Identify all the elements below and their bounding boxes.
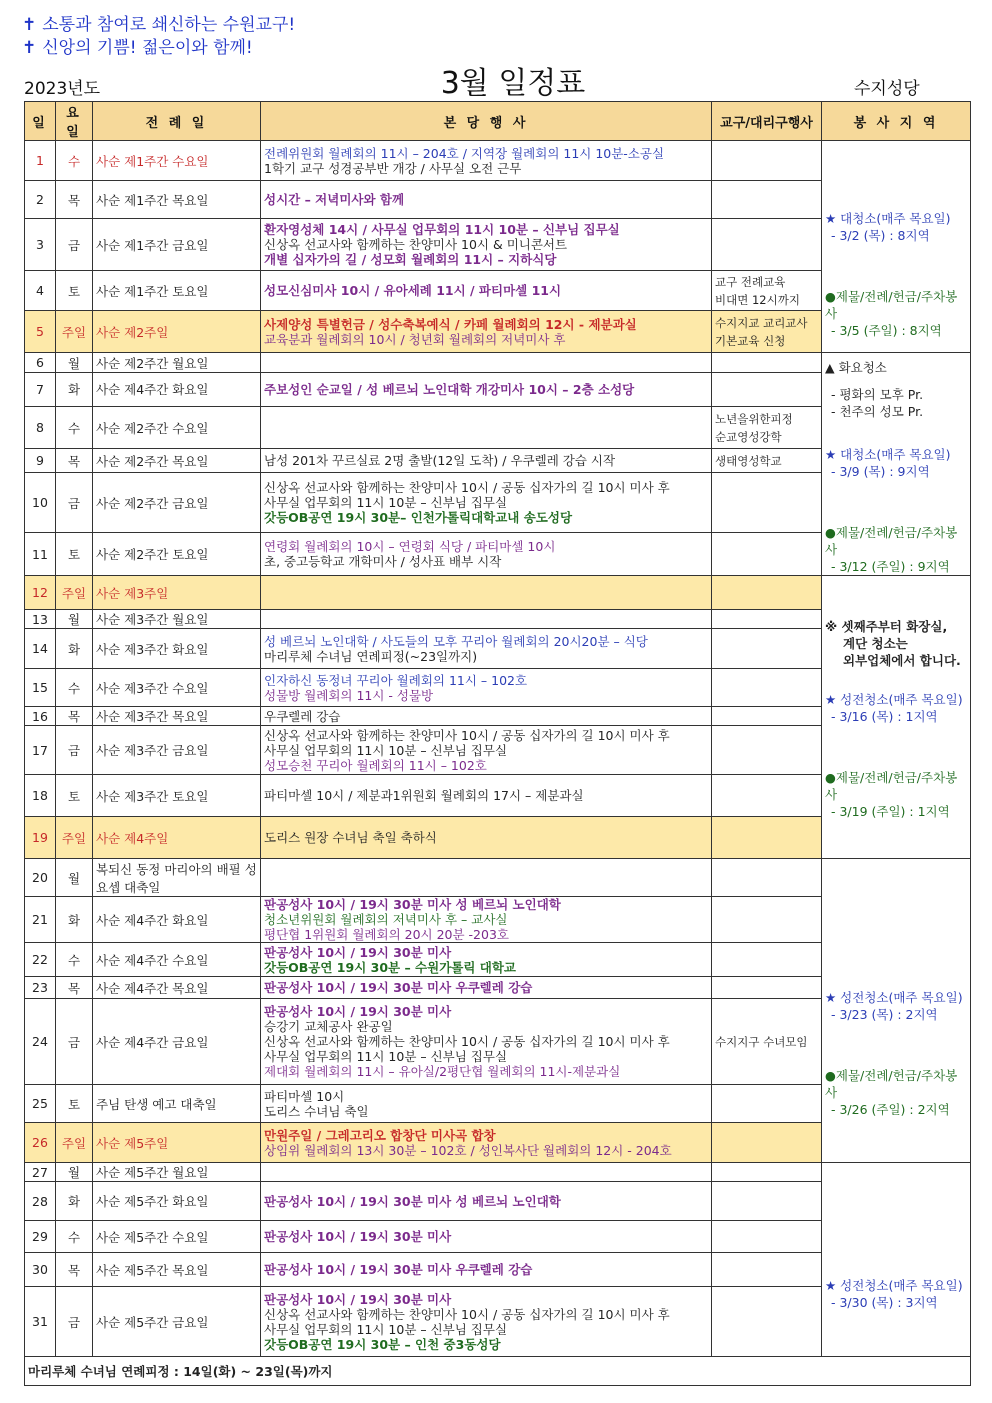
service-line: - 3/19 (주일) : 1지역 bbox=[831, 804, 950, 819]
parish-event-line: 판공성사 10시 / 19시 30분 미사 성 베르뇌 노인대학 bbox=[264, 897, 561, 912]
diocese-event-line: 노년을위한피정 bbox=[715, 411, 793, 426]
day-number: 20 bbox=[25, 859, 56, 897]
service-area-cell bbox=[822, 576, 971, 859]
table-row bbox=[25, 1163, 971, 1182]
diocese-events-cell bbox=[712, 610, 822, 629]
parish-event-line: 도리스 원장 수녀님 축일 축하식 bbox=[264, 830, 437, 845]
liturgy-day: 사순 제2주간 금요일 bbox=[93, 473, 261, 533]
parish-event-line: 판공성사 10시 / 19시 30분 미사 우쿠렐레 강습 bbox=[264, 1262, 533, 1277]
parish-events-cell bbox=[261, 1182, 712, 1221]
parish-event-line: 성물방 월례회의 11시 - 성물방 bbox=[264, 687, 434, 703]
diocese-events-cell bbox=[712, 1287, 822, 1357]
liturgy-day: 사순 제5주간 월요일 bbox=[93, 1163, 261, 1182]
service-line: - 3/23 (목) : 2지역 bbox=[831, 1007, 938, 1022]
liturgy-day: 사순 제3주간 화요일 bbox=[93, 629, 261, 669]
diocese-event-line: 수지지교 교리교사 bbox=[715, 315, 808, 330]
parish-events-cell bbox=[261, 311, 712, 353]
liturgy-day: 사순 제4주간 화요일 bbox=[93, 897, 261, 943]
day-number: 31 bbox=[25, 1287, 56, 1357]
day-number: 27 bbox=[25, 1163, 56, 1182]
weekday: 목 bbox=[56, 1253, 93, 1287]
parish-events-cell bbox=[261, 449, 712, 473]
day-number: 18 bbox=[25, 775, 56, 817]
service-area-content bbox=[825, 154, 967, 339]
day-number: 6 bbox=[25, 353, 56, 373]
parish-event-line: 만원주일 / 그레고리오 합창단 미사곡 합창 bbox=[264, 1127, 496, 1143]
parish-events-cell bbox=[261, 977, 712, 999]
service-line: - 3/26 (주일) : 2지역 bbox=[831, 1102, 950, 1117]
weekday: 토 bbox=[56, 271, 93, 311]
parish-event-line: 사제양성 특별헌금 / 성수축복예식 / 카페 월례회의 12시 - 제분과실 bbox=[264, 316, 637, 332]
weekday: 수 bbox=[56, 406, 93, 449]
parish-event-line: 판공성사 10시 / 19시 30분 미사 bbox=[264, 1004, 452, 1019]
liturgy-day: 사순 제4주일 bbox=[93, 817, 261, 859]
parish-events-cell bbox=[261, 373, 712, 406]
liturgy-day: 사순 제5주간 목요일 bbox=[93, 1253, 261, 1287]
col-header-day: 일 bbox=[25, 102, 56, 141]
day-number: 19 bbox=[25, 817, 56, 859]
day-number: 4 bbox=[25, 271, 56, 311]
diocese-events-cell bbox=[712, 629, 822, 669]
parish-events-cell bbox=[261, 897, 712, 943]
day-number: 7 bbox=[25, 373, 56, 406]
liturgy-day: 사순 제1주간 수요일 bbox=[93, 141, 261, 181]
parish-event-line: 환자영성체 14시 / 사무실 업무회의 11시 10분 – 신부님 집무실 bbox=[264, 222, 620, 237]
parish-events-cell bbox=[261, 775, 712, 817]
parish-event-line: 판공성사 10시 / 19시 30분 미사 bbox=[264, 1229, 452, 1244]
parish-event-line: 성 베르뇌 노인대학 / 사도들의 모후 꾸리아 월례회의 20시20분 – 식당 bbox=[264, 633, 648, 649]
cross-icon: ✝ bbox=[22, 15, 37, 35]
parish-event-line: 성모신심미사 10시 / 유아세례 11시 / 파티마셀 11시 bbox=[264, 283, 562, 298]
parish-event-line: 제대회 월례회의 11시 – 유아실/2평단협 월례회의 11시-제분과실 bbox=[264, 1064, 621, 1079]
weekday: 월 bbox=[56, 1163, 93, 1182]
weekday: 주일 bbox=[56, 1123, 93, 1163]
liturgy-day: 사순 제5주간 수요일 bbox=[93, 1221, 261, 1253]
parish-event-line: 주보성인 순교일 / 성 베르뇌 노인대학 개강미사 10시 – 2층 소성당 bbox=[264, 381, 635, 397]
parish-events-cell bbox=[261, 629, 712, 669]
weekday: 월 bbox=[56, 859, 93, 897]
cross-icon: ✝ bbox=[22, 38, 37, 58]
diocese-event-line: 기본교육 신청 bbox=[715, 333, 786, 348]
service-area-content bbox=[825, 614, 967, 820]
liturgy-day: 사순 제1주간 금요일 bbox=[93, 219, 261, 271]
diocese-event-line: 수지지구 수녀모임 bbox=[715, 1034, 808, 1049]
diocese-events-cell bbox=[712, 373, 822, 406]
liturgy-day: 사순 제2주간 월요일 bbox=[93, 353, 261, 373]
year-label: 2023년도 bbox=[24, 79, 101, 99]
service-area-content bbox=[825, 1209, 967, 1311]
weekday: 월 bbox=[56, 353, 93, 373]
day-number: 24 bbox=[25, 999, 56, 1085]
diocese-events-cell bbox=[712, 977, 822, 999]
service-line: 계단 청소는 bbox=[843, 636, 908, 651]
parish-event-line: 성모승천 꾸리아 월례회의 11시 – 102호 bbox=[264, 757, 487, 773]
day-number: 14 bbox=[25, 629, 56, 669]
day-number: 3 bbox=[25, 219, 56, 271]
weekday: 수 bbox=[56, 669, 93, 707]
parish-event-line: 신상옥 선교사와 함께하는 찬양미사 10시 / 공동 십자가의 길 10시 미사 후 bbox=[264, 1306, 670, 1322]
weekday: 금 bbox=[56, 219, 93, 271]
liturgy-day: 사순 제3주간 목요일 bbox=[93, 707, 261, 726]
weekday: 목 bbox=[56, 449, 93, 473]
parish-events-cell bbox=[261, 1221, 712, 1253]
diocese-events-cell bbox=[712, 775, 822, 817]
weekday: 토 bbox=[56, 775, 93, 817]
diocese-events-cell bbox=[712, 707, 822, 726]
liturgy-day: 복되신 동정 마리아의 배필 성 요셉 대축일 bbox=[93, 859, 261, 897]
weekday: 화 bbox=[56, 373, 93, 406]
liturgy-day: 사순 제1주간 목요일 bbox=[93, 181, 261, 219]
day-number: 15 bbox=[25, 669, 56, 707]
motto-line-2 bbox=[22, 37, 295, 60]
diocese-events-cell bbox=[712, 1253, 822, 1287]
parish-event-line: 사무실 업무회의 11시 10분 – 신부님 집무실 bbox=[264, 495, 508, 511]
diocese-events-cell bbox=[712, 897, 822, 943]
footer-note: 마리루체 수녀님 연례피정 : 14일(화) ~ 23일(목)까지 bbox=[25, 1357, 971, 1386]
liturgy-day: 사순 제4주간 금요일 bbox=[93, 999, 261, 1085]
motto-text-1: 소통과 참여로 쇄신하는 수원교구! bbox=[42, 15, 296, 35]
diocese-events-cell bbox=[712, 141, 822, 181]
parish-event-line: 파티마셀 10시 / 제분과1위원회 월례회의 17시 – 제분과실 bbox=[264, 788, 584, 803]
day-number: 9 bbox=[25, 449, 56, 473]
diocese-events-cell bbox=[712, 859, 822, 897]
motto-text-2: 신앙의 기쁨! 젊은이와 함께! bbox=[42, 38, 253, 58]
parish-event-line: 인자하신 동정녀 꾸리아 월례회의 11시 – 102호 bbox=[264, 672, 528, 688]
service-line: ★ 성전청소(매주 목요일) bbox=[825, 1277, 963, 1293]
diocese-events-cell bbox=[712, 999, 822, 1085]
service-line: ●제물/전례/헌금/주차봉사 bbox=[825, 1068, 958, 1100]
parish-event-line: 사무실 업무회의 11시 10분 – 신부님 집무실 bbox=[264, 742, 508, 758]
parish-event-line: 사무실 업무회의 11시 10분 – 신부님 집무실 bbox=[264, 1321, 508, 1337]
day-number: 23 bbox=[25, 977, 56, 999]
service-line: ●제물/전례/헌금/주차봉사 bbox=[825, 289, 958, 321]
service-area-cell bbox=[822, 1163, 971, 1357]
parish-events-cell bbox=[261, 726, 712, 775]
weekday: 주일 bbox=[56, 817, 93, 859]
day-number: 25 bbox=[25, 1085, 56, 1123]
liturgy-day: 사순 제2주일 bbox=[93, 311, 261, 353]
weekday: 화 bbox=[56, 897, 93, 943]
liturgy-day: 사순 제3주간 금요일 bbox=[93, 726, 261, 775]
parish-events-cell bbox=[261, 943, 712, 977]
diocese-events-cell bbox=[712, 669, 822, 707]
weekday: 화 bbox=[56, 629, 93, 669]
day-number: 11 bbox=[25, 533, 56, 576]
liturgy-day: 사순 제2주간 목요일 bbox=[93, 449, 261, 473]
weekday: 수 bbox=[56, 1221, 93, 1253]
service-line: - 3/2 (목) : 8지역 bbox=[831, 228, 930, 243]
liturgy-day: 사순 제4주간 화요일 bbox=[93, 373, 261, 406]
parish-event-line: 신상옥 선교사와 함께하는 찬양미사 10시 / 공동 십자가의 길 10시 미사 후 bbox=[264, 727, 670, 743]
service-area-cell bbox=[822, 859, 971, 1163]
liturgy-day: 사순 제4주간 수요일 bbox=[93, 943, 261, 977]
parish-event-line: 판공성사 10시 / 19시 30분 미사 성 베르뇌 노인대학 bbox=[264, 1193, 561, 1209]
parish-event-line: 판공성사 10시 / 19시 30분 미사 우쿠렐레 강습 bbox=[264, 980, 533, 995]
diocese-events-cell bbox=[712, 1182, 822, 1221]
parish-event-line: 승강기 교체공사 완공일 bbox=[264, 1019, 393, 1034]
liturgy-day: 사순 제3주간 월요일 bbox=[93, 610, 261, 629]
service-area-cell bbox=[822, 353, 971, 576]
liturgy-day: 사순 제3주간 수요일 bbox=[93, 669, 261, 707]
table-row bbox=[25, 576, 971, 610]
parish-event-line: 도리스 수녀님 축일 bbox=[264, 1103, 369, 1119]
service-line: ★ 대청소(매주 목요일) bbox=[825, 211, 951, 226]
liturgy-day: 사순 제1주간 토요일 bbox=[93, 271, 261, 311]
parish-event-line: 우쿠렐레 강습 bbox=[264, 708, 341, 724]
parish-events-cell bbox=[261, 669, 712, 707]
liturgy-day: 사순 제5주일 bbox=[93, 1123, 261, 1163]
service-line: - 3/9 (목) : 9지역 bbox=[831, 464, 930, 479]
weekday: 목 bbox=[56, 707, 93, 726]
parish-event-line: 파티마셀 10시 bbox=[264, 1088, 345, 1104]
parish-events-cell bbox=[261, 1085, 712, 1123]
weekday: 금 bbox=[56, 473, 93, 533]
liturgy-day: 사순 제3주간 토요일 bbox=[93, 775, 261, 817]
col-header-parish-events: 본 당 행 사 bbox=[261, 102, 712, 141]
service-line: ★ 성전청소(매주 목요일) bbox=[825, 990, 963, 1005]
liturgy-day: 사순 제2주간 수요일 bbox=[93, 406, 261, 449]
parish-events-cell bbox=[261, 1163, 712, 1182]
parish-event-line: 개별 십자가의 길 / 성모회 월례회의 11시 – 지하식당 bbox=[264, 252, 557, 267]
parish-events-cell bbox=[261, 1287, 712, 1357]
parish-event-line: 신상옥 선교사와 함께하는 찬양미사 10시 / 공동 십자가의 길 10시 미사 후 bbox=[264, 1034, 670, 1049]
table-row bbox=[25, 353, 971, 373]
diocese-events-cell bbox=[712, 181, 822, 219]
diocese-event-line: 비대면 12시까지 bbox=[715, 292, 800, 307]
diocese-events-cell bbox=[712, 943, 822, 977]
weekday: 목 bbox=[56, 181, 93, 219]
weekday: 금 bbox=[56, 999, 93, 1085]
parish-event-line: 갓등OB공연 19시 30분 – 인천 중3동성당 bbox=[264, 1336, 501, 1352]
weekday: 수 bbox=[56, 141, 93, 181]
table-row bbox=[25, 859, 971, 897]
diocese-events-cell bbox=[712, 1085, 822, 1123]
weekday: 목 bbox=[56, 977, 93, 999]
diocese-events-cell bbox=[712, 1123, 822, 1163]
day-number: 8 bbox=[25, 406, 56, 449]
parish-event-line: 전례위원회 월례회의 11시 – 204호 / 지역장 월례회의 11시 10분-소공실 bbox=[264, 145, 665, 161]
diocese-events-cell bbox=[712, 449, 822, 473]
diocese-events-cell bbox=[712, 271, 822, 311]
parish-events-cell bbox=[261, 576, 712, 610]
weekday: 주일 bbox=[56, 576, 93, 610]
weekday: 화 bbox=[56, 1182, 93, 1221]
diocese-events-cell bbox=[712, 473, 822, 533]
service-line: ※ 셋째주부터 화장실, bbox=[825, 619, 948, 634]
day-number: 10 bbox=[25, 473, 56, 533]
service-line: 외부업체에서 합니다. bbox=[843, 653, 961, 668]
table-header-row bbox=[25, 102, 971, 141]
parish-event-line: 남성 201차 꾸르실료 2명 출발(12일 도착) / 우쿠렐레 강습 시작 bbox=[264, 453, 616, 469]
day-number: 17 bbox=[25, 726, 56, 775]
liturgy-day: 사순 제5주간 화요일 bbox=[93, 1182, 261, 1221]
service-area-content bbox=[825, 903, 967, 1118]
day-number: 22 bbox=[25, 943, 56, 977]
parish-events-cell bbox=[261, 817, 712, 859]
parish-event-line: 신상옥 선교사와 함께하는 찬양미사 10시 & 미니콘서트 bbox=[264, 237, 568, 252]
day-number: 30 bbox=[25, 1253, 56, 1287]
diocese-events-cell bbox=[712, 533, 822, 576]
liturgy-day: 주님 탄생 예고 대축일 bbox=[93, 1085, 261, 1123]
parish-event-line: 초, 중고등학교 개학미사 / 성사표 배부 시작 bbox=[264, 554, 502, 570]
motto-block bbox=[22, 14, 295, 60]
liturgy-day: 사순 제3주일 bbox=[93, 576, 261, 610]
diocese-events-cell bbox=[712, 726, 822, 775]
parish-events-cell bbox=[261, 610, 712, 629]
parish-events-cell bbox=[261, 353, 712, 373]
day-number: 12 bbox=[25, 576, 56, 610]
service-area-cell bbox=[822, 141, 971, 353]
day-number: 29 bbox=[25, 1221, 56, 1253]
parish-events-cell bbox=[261, 406, 712, 449]
schedule-table bbox=[24, 101, 971, 1386]
parish-event-line: 판공성사 10시 / 19시 30분 미사 bbox=[264, 1291, 452, 1307]
parish-event-line: 교육분과 월례회의 10시 / 청년회 월례회의 저녁미사 후 bbox=[264, 331, 566, 347]
service-line: ●제물/전례/헌금/주차봉사 bbox=[825, 770, 958, 802]
col-header-liturgy: 전 례 일 bbox=[93, 102, 261, 141]
parish-events-cell bbox=[261, 181, 712, 219]
table-row bbox=[25, 141, 971, 181]
diocese-events-cell bbox=[712, 353, 822, 373]
liturgy-day: 사순 제2주간 토요일 bbox=[93, 533, 261, 576]
service-line: - 천주의 성모 Pr. bbox=[831, 404, 924, 419]
parish-events-cell bbox=[261, 473, 712, 533]
parish-event-line: 연령회 월례회의 10시 – 연령회 식당 / 파티마셀 10시 bbox=[264, 539, 556, 555]
weekday: 토 bbox=[56, 533, 93, 576]
parish-event-line: 갓등OB공연 19시 30분 – 수원가톨릭 대학교 bbox=[264, 959, 517, 975]
parish-events-cell bbox=[261, 859, 712, 897]
weekday: 월 bbox=[56, 610, 93, 629]
parish-event-line: 신상옥 선교사와 함께하는 찬양미사 10시 / 공동 십자가의 길 10시 미사 후 bbox=[264, 480, 670, 496]
diocese-events-cell bbox=[712, 311, 822, 353]
parish-event-line: 상임위 월례회의 13시 30분 – 102호 / 성인복사단 월례회의 12시 - 204호 bbox=[264, 1142, 672, 1158]
parish-event-line: 청소년위원회 월례회의 저녁미사 후 – 교사실 bbox=[264, 912, 508, 927]
diocese-events-cell bbox=[712, 817, 822, 859]
col-header-diocese-events: 교구/대리구행사 bbox=[712, 102, 822, 141]
service-line: ★ 성전청소(매주 목요일) bbox=[825, 692, 963, 707]
parish-event-line: 판공성사 10시 / 19시 30분 미사 bbox=[264, 944, 452, 960]
parish-events-cell bbox=[261, 219, 712, 271]
parish-events-cell bbox=[261, 1123, 712, 1163]
diocese-events-cell bbox=[712, 1221, 822, 1253]
service-line: - 3/16 (목) : 1지역 bbox=[831, 709, 938, 724]
parish-event-line: 갓등OB공연 19시 30분– 인천가톨릭대학교내 송도성당 bbox=[264, 510, 573, 526]
parish-events-cell bbox=[261, 707, 712, 726]
day-number: 28 bbox=[25, 1182, 56, 1221]
service-line: ▲ 화요청소 bbox=[825, 360, 887, 375]
weekday: 토 bbox=[56, 1085, 93, 1123]
parish-event-line: 사무실 업무회의 11시 10분 – 신부님 집무실 bbox=[264, 1049, 508, 1064]
day-number: 16 bbox=[25, 707, 56, 726]
service-line: - 3/5 (주일) : 8지역 bbox=[831, 323, 942, 338]
service-line: - 평화의 모후 Pr. bbox=[831, 387, 924, 402]
service-line: ●제물/전례/헌금/주차봉사 bbox=[825, 525, 958, 557]
weekday: 수 bbox=[56, 943, 93, 977]
diocese-event-line: 교구 전례교육 bbox=[715, 274, 786, 289]
page-title: 3월 일정표 bbox=[410, 58, 616, 106]
service-line: - 3/12 (주일) : 9지역 bbox=[831, 559, 950, 574]
parish-events-cell bbox=[261, 271, 712, 311]
day-number: 21 bbox=[25, 897, 56, 943]
parish-name: 수지성당 bbox=[854, 79, 920, 99]
service-area-content bbox=[825, 353, 967, 575]
col-header-weekday: 요일 bbox=[56, 102, 93, 141]
weekday: 주일 bbox=[56, 311, 93, 353]
diocese-events-cell bbox=[712, 1163, 822, 1182]
parish-event-line: 평단협 1위원회 월례회의 20시 20분 -203호 bbox=[264, 927, 509, 942]
weekday: 금 bbox=[56, 1287, 93, 1357]
weekday: 금 bbox=[56, 726, 93, 775]
service-line: ★ 대청소(매주 목요일) bbox=[825, 447, 951, 462]
parish-event-line: 1학기 교구 성경공부반 개강 / 사무실 오전 근무 bbox=[264, 160, 522, 176]
parish-events-cell bbox=[261, 1253, 712, 1287]
diocese-events-cell bbox=[712, 219, 822, 271]
motto-line-1 bbox=[22, 14, 295, 37]
day-number: 13 bbox=[25, 610, 56, 629]
diocese-events-cell bbox=[712, 406, 822, 449]
col-header-service-area: 봉 사 지 역 bbox=[822, 102, 971, 141]
parish-event-line: 성시간 – 저녁미사와 함께 bbox=[264, 192, 405, 207]
diocese-events-cell bbox=[712, 576, 822, 610]
liturgy-day: 사순 제5주간 금요일 bbox=[93, 1287, 261, 1357]
parish-events-cell bbox=[261, 141, 712, 181]
day-number: 5 bbox=[25, 311, 56, 353]
diocese-event-line: 순교영성강학 bbox=[715, 429, 782, 444]
diocese-event-line: 생태영성학교 bbox=[715, 453, 782, 468]
parish-events-cell bbox=[261, 533, 712, 576]
parish-event-line: 마리루체 수녀님 연례피정(~23일까지) bbox=[264, 648, 478, 664]
liturgy-day: 사순 제4주간 목요일 bbox=[93, 977, 261, 999]
parish-events-cell bbox=[261, 999, 712, 1085]
day-number: 1 bbox=[25, 141, 56, 181]
day-number: 2 bbox=[25, 181, 56, 219]
footer-row bbox=[25, 1357, 971, 1386]
day-number: 26 bbox=[25, 1123, 56, 1163]
service-line: - 3/30 (목) : 3지역 bbox=[831, 1294, 938, 1310]
